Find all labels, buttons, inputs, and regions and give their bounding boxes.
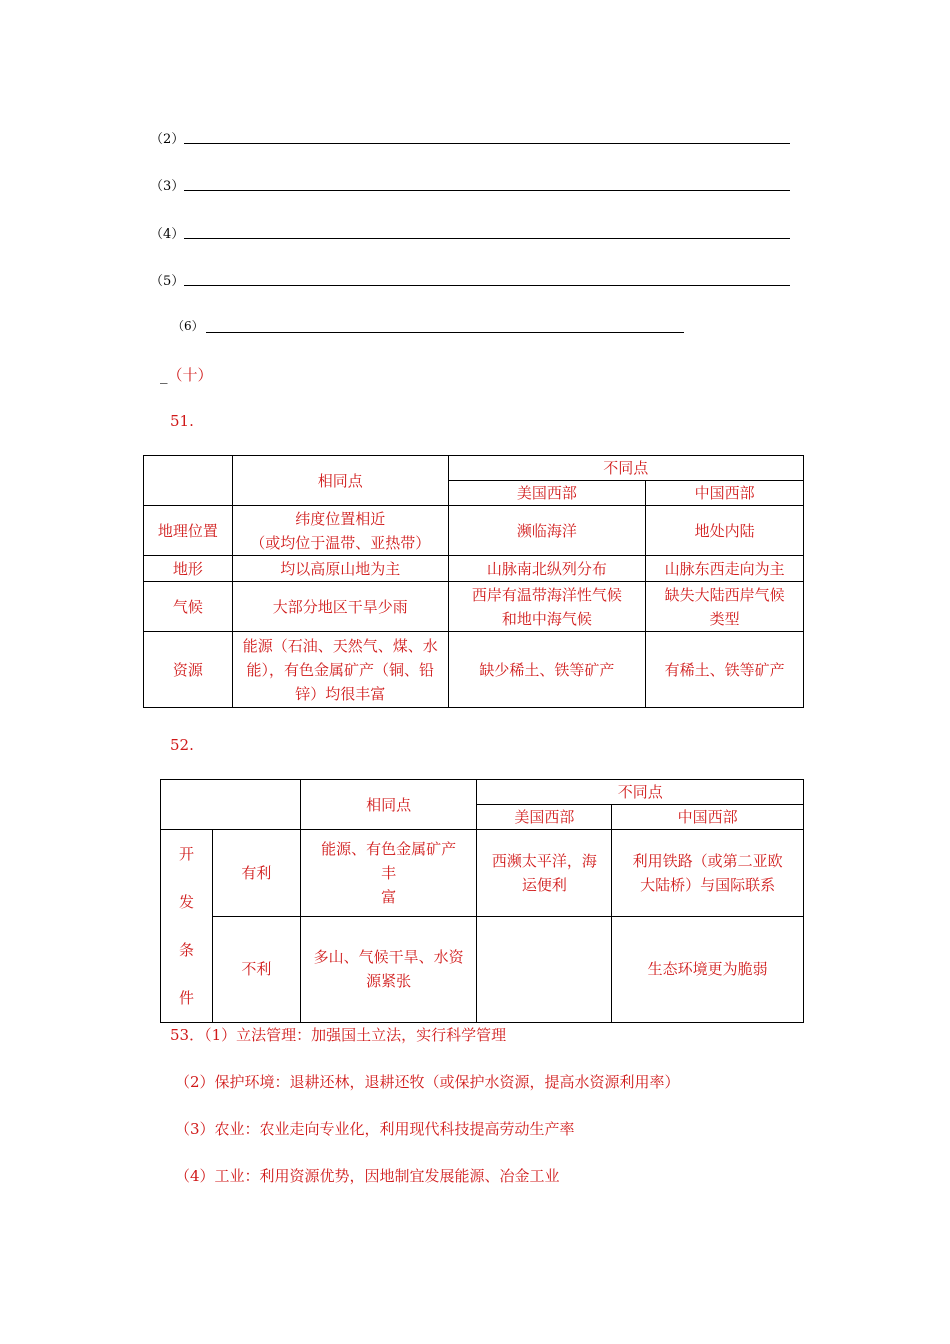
cell-cn: 生态环境更为脆弱: [612, 916, 804, 1022]
question-51-number: 51.: [170, 412, 194, 430]
cell-line: 西岸有温带海洋性气候: [471, 585, 622, 604]
side-char: 件: [178, 989, 194, 1007]
cell-us: 山脉南北纵列分布: [448, 556, 646, 582]
cell-line: 源紧张: [366, 972, 412, 991]
cell-cn: 地处内陆: [646, 506, 804, 556]
answer-rule: [184, 190, 790, 191]
cell-us: 缺少稀土、铁等矿产: [448, 632, 646, 708]
cell-us: [477, 916, 612, 1022]
cell-cn: 有稀土、铁等矿产: [646, 632, 804, 708]
blank-line-6: [172, 317, 684, 333]
answer-rule: [184, 143, 790, 144]
table-corner-cell: [161, 780, 301, 830]
question-53-line-3: （3）农业：农业走向专业化，利用现代科技提高劳动生产率: [175, 1120, 575, 1138]
question-52-number: 52.: [170, 736, 194, 754]
question-53-line-2: （2）保护环境：退耕还林，退耕还牧（或保护水资源，提高水资源利用率）: [175, 1073, 680, 1091]
cell-us: 濒临海洋: [448, 506, 646, 556]
cell-line: 多山、气候干旱、水资: [313, 948, 464, 967]
blank-label: （4）: [150, 227, 185, 242]
section-heading: [160, 364, 213, 385]
cell-same: [300, 830, 477, 917]
cell-us: [448, 582, 646, 632]
cell-same: [232, 506, 448, 556]
cell-line: 纬度位置相近: [295, 509, 386, 528]
cell-line: 类型: [709, 609, 740, 628]
cell-line: 能源、有色金属矿产: [321, 839, 457, 858]
cell-line: 能源（石油、天然气、煤、水: [242, 636, 438, 655]
cell-line: （或均位于温带、亚热带）: [250, 533, 431, 552]
row-label: 资源: [144, 632, 233, 708]
answer-rule: [184, 238, 790, 239]
blank-label: （3）: [150, 179, 185, 194]
cell-cn: [646, 582, 804, 632]
cell-us: [477, 830, 612, 917]
cell-line: 丰: [381, 863, 397, 882]
cell-same: 大部分地区干旱少雨: [232, 582, 448, 632]
cell-line: 锌）均很丰富: [295, 684, 386, 703]
blank-line-3: [150, 175, 790, 194]
cell-line: 富: [381, 887, 397, 906]
answer-rule: [184, 285, 790, 286]
blank-label: （2）: [150, 132, 185, 147]
header-us-west: 美国西部: [477, 805, 612, 830]
question-53-line-4: （4）工业：利用资源优势，因地制宜发展能源、冶金工业: [175, 1167, 560, 1185]
question-52-table: [160, 779, 804, 1023]
header-cn-west: 中国西部: [646, 481, 804, 506]
cell-line: 缺失大陆西岸气候: [664, 585, 785, 604]
header-same: 相同点: [232, 456, 448, 506]
cell-line: 西濒太平洋，海: [491, 851, 597, 870]
answer-rule: [206, 332, 684, 333]
header-cn-west: 中国西部: [612, 805, 804, 830]
cell-line: 和地中海气候: [501, 609, 592, 628]
blank-label: （5）: [150, 274, 185, 289]
blank-line-5: [150, 270, 790, 289]
header-diff: 不同点: [477, 780, 804, 805]
blank-label: （6）: [172, 319, 204, 333]
table-corner-cell: [144, 456, 233, 506]
cell-line: 能），有色金属矿产（铜、铅: [246, 660, 434, 679]
row-label: 地理位置: [144, 506, 233, 556]
cell-cn: 山脉东西走向为主: [646, 556, 804, 582]
row-label: 气候: [144, 582, 233, 632]
row-label-favorable: 有利: [212, 830, 300, 917]
side-char: 条: [178, 941, 194, 959]
side-char: 发: [178, 893, 194, 911]
cell-line: 利用铁路（或第二亚欧: [632, 851, 783, 870]
header-same: 相同点: [300, 780, 477, 830]
section-title: （十）: [167, 366, 213, 384]
header-diff: 不同点: [448, 456, 803, 481]
blank-line-4: [150, 223, 790, 242]
cell-line: 大陆桥）与国际联系: [640, 875, 776, 894]
question-53-line-1: 53．（1）立法管理：加强国土立法，实行科学管理: [170, 1026, 507, 1044]
header-us-west: 美国西部: [448, 481, 646, 506]
side-label-development-conditions: [161, 830, 213, 1023]
blank-line-2: [150, 128, 790, 147]
row-label-unfavorable: 不利: [212, 916, 300, 1022]
question-51-table: [143, 455, 804, 708]
side-char: 开: [178, 845, 194, 863]
cell-cn: [612, 830, 804, 917]
cell-same: 均以高原山地为主: [232, 556, 448, 582]
cell-same: [232, 632, 448, 708]
cell-line: 运便利: [521, 875, 567, 894]
cell-same: [300, 916, 477, 1022]
row-label: 地形: [144, 556, 233, 582]
section-marker: _: [160, 366, 168, 384]
